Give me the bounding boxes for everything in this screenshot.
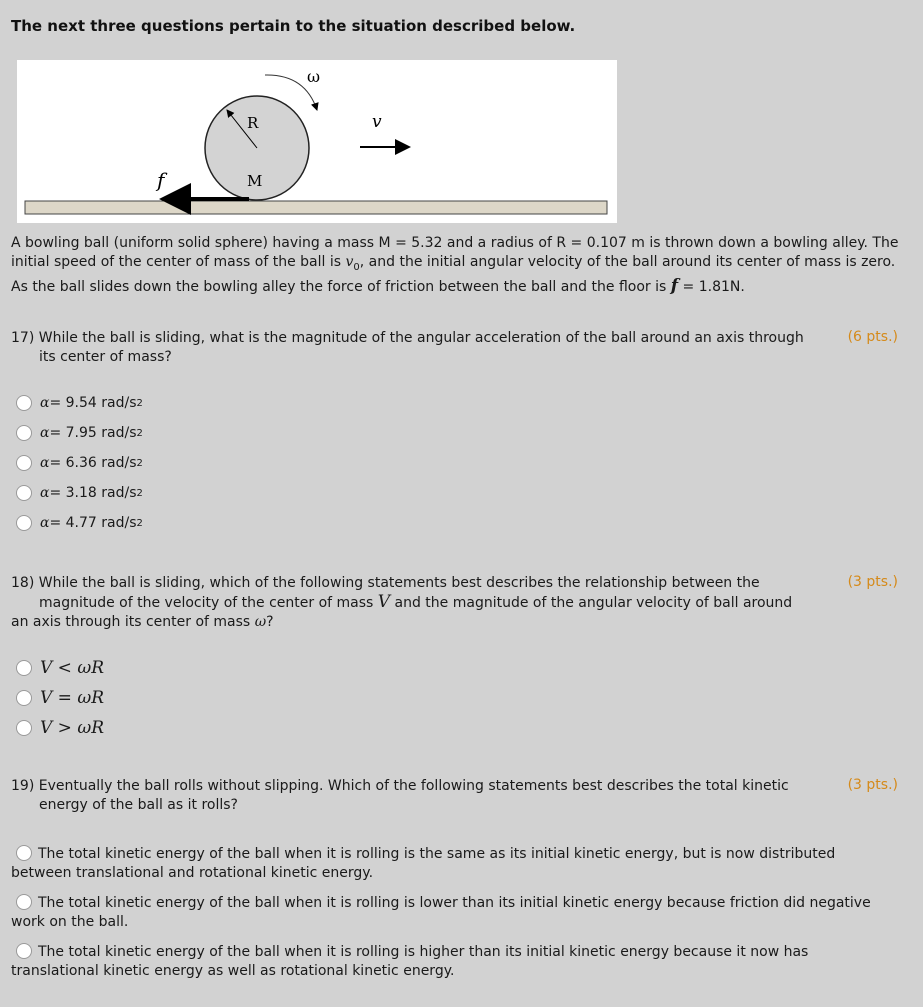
figure-svg: [17, 60, 617, 223]
omega-label: ω: [307, 67, 321, 86]
question-17-points: (6 pts.): [847, 329, 898, 345]
q19-option-3[interactable]: The total kinetic energy of the ball when it is rolling is higher than its initial kinetic energy because it now has translational kinetic energy as well as rotational kinetic energy.: [11, 944, 809, 979]
q17-option-2[interactable]: α = 7.95 rad/s 2: [16, 425, 143, 441]
radio-button[interactable]: [16, 845, 32, 861]
question-17-title: 17) While the ball is sliding, what is the magnitude of the angular acceleration of the ball around an axis through its center of mass?: [11, 330, 804, 365]
bowling-ball-figure: [17, 60, 617, 223]
radio-button[interactable]: [16, 894, 32, 910]
q17-option-1[interactable]: α = 9.54 rad/s 2: [16, 395, 143, 411]
q18-option-1[interactable]: V < ωR: [16, 658, 104, 678]
velocity-label: v: [372, 112, 382, 132]
radio-button[interactable]: [16, 943, 32, 959]
mass-label: M: [247, 172, 263, 190]
radio-button[interactable]: [16, 455, 32, 471]
v0-symbol: v: [345, 254, 354, 270]
q18-option-2[interactable]: V = ωR: [16, 688, 104, 708]
q17-option-5[interactable]: α = 4.77 rad/s 2: [16, 515, 143, 531]
question-18-points: (3 pts.): [847, 574, 898, 590]
section-header: The next three questions pertain to the situation described below.: [11, 17, 576, 35]
radius-label: R: [247, 114, 259, 132]
radio-button[interactable]: [16, 485, 32, 501]
question-19-points: (3 pts.): [847, 777, 898, 793]
q17-option-3[interactable]: α = 6.36 rad/s 2: [16, 455, 143, 471]
question-18-title: 18) While the ball is sliding, which of the following statements best describes the relationship between the magnitude of the velocity of the center of mass V and the magnitude of the angular velocity of ball around an axis through its center of mass ω?: [11, 575, 793, 630]
q18-option-3[interactable]: V > ωR: [16, 718, 104, 738]
q19-option-2[interactable]: The total kinetic energy of the ball when it is rolling is lower than its initial kinetic energy because friction did negative work on the ball.: [11, 895, 871, 930]
radio-button[interactable]: [16, 515, 32, 531]
radio-button[interactable]: [16, 425, 32, 441]
q19-option-1[interactable]: The total kinetic energy of the ball when it is rolling is the same as its initial kinetic energy, but is now distributed between translational and rotational kinetic energy.: [11, 846, 836, 881]
alley-floor: [25, 201, 607, 214]
friction-label: f: [157, 168, 165, 192]
radio-button[interactable]: [16, 660, 32, 676]
f-symbol: f: [670, 275, 679, 296]
radio-button[interactable]: [16, 720, 32, 736]
question-19-title: 19) Eventually the ball rolls without slipping. Which of the following statements best describes the total kinetic energy of the ball as it rolls?: [11, 778, 789, 813]
radio-button[interactable]: [16, 395, 32, 411]
problem-description: A bowling ball (uniform solid sphere) having a mass M = 5.32 and a radius of R = 0.107 m is thrown down a bowling alley. The initial speed of the center of mass of the ball is $v_0$, and the initial angular velocity of the ball around its center of mass is zero. As the ball slides down the bowling alley the force of friction between the ball and the floor is f = 1.81N.: [11, 235, 899, 296]
q17-option-4[interactable]: α = 3.18 rad/s 2: [16, 485, 143, 501]
radio-button[interactable]: [16, 690, 32, 706]
